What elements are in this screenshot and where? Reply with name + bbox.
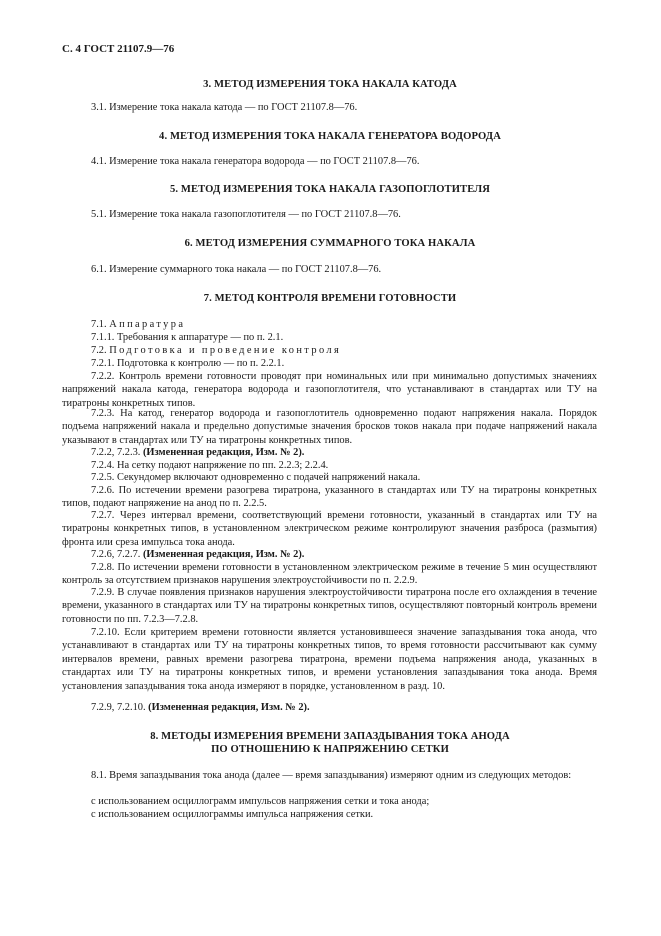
amendment-note-2 [62, 548, 597, 561]
amendment-note-1 [62, 446, 597, 459]
page-header: С. 4 ГОСТ 21107.9—76 [62, 43, 175, 55]
clause-7-2-4: 7.2.4. На сетку подают напряжение по пп. 2.2.3; 2.2.4. [91, 460, 329, 471]
method-list-item-2: с использованием осциллограммы импульса напряжения сетки. [91, 809, 374, 820]
section-3-title: 3. МЕТОД ИЗМЕРЕНИЯ ТОКА НАКАЛА КАТОДА [203, 79, 457, 90]
clause-7-1-number: 7.1. [91, 319, 107, 330]
section-4-title: 4. МЕТОД ИЗМЕРЕНИЯ ТОКА НАКАЛА ГЕНЕРАТОРА ВОДОРОДА [159, 131, 501, 142]
amendment-note-1-text: (Измененная редакция, Изм. № 2). [142, 447, 305, 458]
clause-7-2-2: 7.2.2. Контроль времени готовности проводят при номинальных или при минимально допустимых значениях напряжений накала катода, генератора водорода и газопоглотителя, что устанавливают в стандартах или ТУ на тиратроны конкретных типов. [62, 371, 597, 409]
section-8-title-line-1: 8. МЕТОДЫ ИЗМЕРЕНИЯ ВРЕМЕНИ ЗАПАЗДЫВАНИЯ ТОКА АНОДА [150, 731, 510, 742]
method-list-item-1: с использованием осциллограмм импульсов напряжения сетки и тока анода; [91, 796, 430, 807]
amendment-note-2-text: (Измененная редакция, Изм. № 2). [142, 549, 305, 560]
clause-7-1-heading: Аппаратура [109, 319, 186, 330]
amendment-note-2-clauses: 7.2.6, 7.2.7. [91, 549, 141, 560]
clause-7-2-1: 7.2.1. Подготовка к контролю — по п. 2.2.1. [91, 358, 285, 369]
clause-7-2-heading: Подготовка и проведение контроля [109, 345, 342, 356]
clause-7-2-10: 7.2.10. Если критерием времени готовности является установившееся значение запаздывания тока анода, что устанавливают в стандартах или ТУ на тиратроны конкретных типов, то время готовности рассчитывают как сумму интервалов времени, равных времени разогрева тиратрона, времени подъема напряжения анода, указанных в стандартах или ТУ на тиратроны конкретных типов, и времени установления запаздывания тока анода. Время установления запаздывания тока анода измеряют в порядке, установленном в разд. 10. [62, 627, 597, 692]
clause-7-2-9: 7.2.9. В случае появления признаков нарушения электроустойчивости тиратрона после его охлаждения в течение времени, указанного в стандартах или ТУ на тиратроны конкретных типов, осуществляют повторный контроль времени готовности по пп. 7.2.3—7.2.8. [62, 587, 597, 625]
clause-7-2-5: 7.2.5. Секундомер включают одновременно с подачей напряжений накала. [91, 472, 421, 483]
clause-7-1 [62, 318, 597, 331]
section-5-title: 5. МЕТОД ИЗМЕРЕНИЯ ТОКА НАКАЛА ГАЗОПОГЛОТИТЕЛЯ [169, 184, 490, 195]
clause-4-1: 4.1. Измерение тока накала генератора водорода — по ГОСТ 21107.8—76. [91, 156, 420, 167]
clause-7-1-1: 7.1.1. Требования к аппаратуре — по п. 2.1. [91, 332, 284, 343]
clause-8-1: 8.1. Время запаздывания тока анода (далее — время запаздывания) измеряют одним из следующих методов: [91, 770, 572, 781]
amendment-note-3 [62, 701, 597, 714]
section-8-title-line-2: ПО ОТНОШЕНИЮ К НАПРЯЖЕНИЮ СЕТКИ [211, 744, 449, 755]
clause-3-1: 3.1. Измерение тока накала катода — по ГОСТ 21107.8—76. [91, 102, 358, 113]
clause-7-2-number: 7.2. [91, 345, 107, 356]
section-6-title: 6. МЕТОД ИЗМЕРЕНИЯ СУММАРНОГО ТОКА НАКАЛА [184, 238, 476, 249]
clause-5-1: 5.1. Измерение тока накала газопоглотителя — по ГОСТ 21107.8—76. [91, 209, 401, 220]
clause-7-2-6: 7.2.6. По истечении времени разогрева тиратрона, указанного в стандартах или ТУ на тиратроны конкретных типов, подают напряжение на анод по п. 2.2.5. [62, 485, 597, 510]
clause-7-2-3: 7.2.3. На катод, генератор водорода и газопоглотитель одновременно подают напряжения накала. Порядок подъема напряжений накала и предельно допустимые значения бросков токов накала при подаче напряжений накала указывают в стандартах или ТУ на тиратроны конкретных типов. [62, 408, 597, 446]
clause-7-2 [62, 344, 597, 357]
clause-7-2-7: 7.2.7. Через интервал времени, соответствующий времени готовности, указанный в стандартах или ТУ на тиратроны конкретных типов, в установленном электрическом режиме контролируют значения разброса (размытия) фронта или среза импульса тока анода. [62, 510, 597, 548]
clause-7-2-8: 7.2.8. По истечении времени готовности в установленном электрическом режиме в течение 5 мин осуществляют контроль за отсутствием признаков нарушения электроустойчивости по п. 2.2.9. [62, 562, 597, 587]
amendment-note-3-text: (Измененная редакция, Изм. № 2). [148, 702, 310, 713]
amendment-note-3-clauses: 7.2.9, 7.2.10. [91, 702, 146, 713]
clause-6-1: 6.1. Измерение суммарного тока накала — по ГОСТ 21107.8—76. [91, 264, 382, 275]
amendment-note-1-clauses: 7.2.2, 7.2.3. [91, 447, 141, 458]
section-7-title: 7. МЕТОД КОНТРОЛЯ ВРЕМЕНИ ГОТОВНОСТИ [203, 293, 457, 304]
